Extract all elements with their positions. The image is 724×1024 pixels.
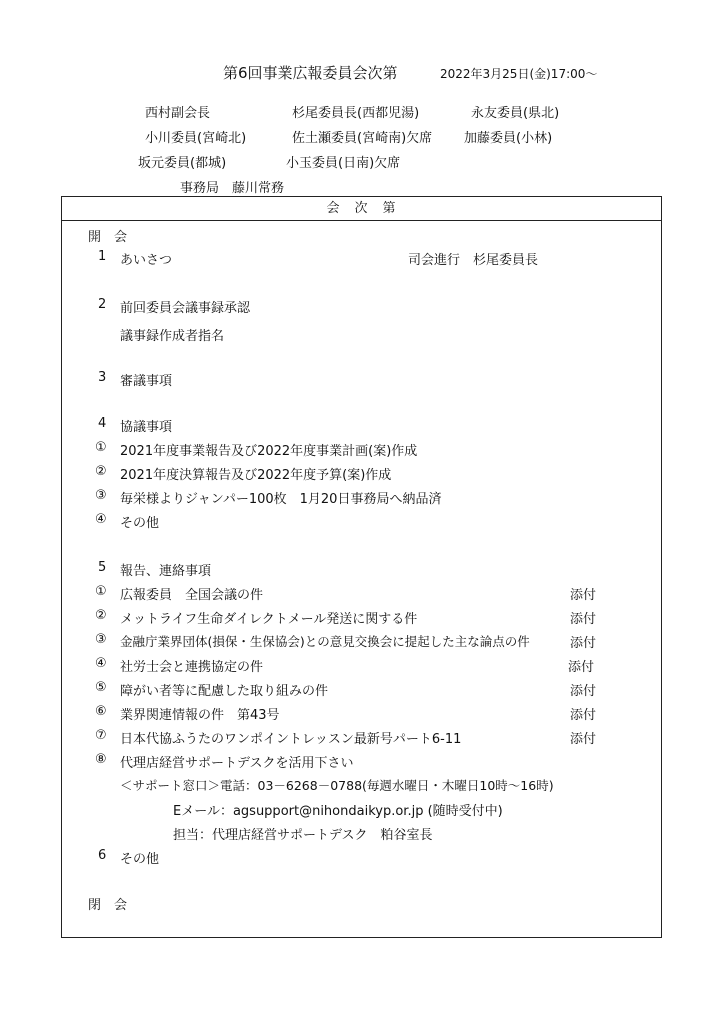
sub-mark: ③ [95, 488, 107, 503]
attachment-note: 添付 [570, 684, 597, 699]
item-label: 報告、連絡事項 [120, 564, 212, 579]
item-label: その他 [120, 852, 160, 867]
sub-mark: ⑧ [95, 752, 107, 767]
support-person: 担当：代理店経営サポートデスク 粕谷室長 [173, 828, 433, 843]
closing: 閉 会 [88, 898, 128, 913]
attachment-note: 添付 [570, 588, 597, 603]
item-number: 4 [98, 416, 107, 431]
secretariat: 事務局 藤川常務 [180, 181, 285, 196]
sub-text: 毎栄様よりジャンパー100枚 1月20日事務局へ納品済 [120, 492, 442, 507]
attendee: 永友委員(県北) [471, 106, 560, 121]
sub-text: メットライフ生命ダイレクトメール発送に関する件 [120, 612, 418, 627]
sub-text: 広報委員 全国会議の件 [120, 588, 264, 603]
attendee: 加藤委員(小林) [464, 131, 553, 146]
meeting-date: 2022年3月25日(金)17:00～ [440, 67, 598, 81]
sub-mark: ⑤ [95, 680, 107, 695]
sub-mark: ① [95, 440, 107, 455]
item-sub: 議事録作成者指名 [120, 329, 225, 344]
item-number: 6 [98, 848, 107, 863]
sub-mark: ③ [95, 632, 107, 647]
attachment-note: 添付 [570, 636, 597, 651]
attendee: 坂元委員(都城) [138, 156, 227, 171]
attendee: 佐土瀬委員(宮崎南)欠席 [292, 131, 433, 146]
sub-text: 社労士会と連携協定の件 [120, 660, 264, 675]
attendee: 小川委員(宮崎北) [145, 131, 247, 146]
sub-mark: ② [95, 608, 107, 623]
support-contact: ＜サポート窓口＞電話：03－6268－0788(毎週水曜日・木曜日10時～16時) [120, 778, 554, 793]
item-label: 前回委員会議事録承認 [120, 301, 251, 316]
attachment-note: 添付 [570, 732, 597, 747]
sub-text: 代理店経営サポートデスクを活用下さい [120, 756, 354, 771]
opening: 開 会 [88, 230, 128, 245]
item-label: 審議事項 [120, 374, 173, 389]
sub-text: 金融庁業界団体(損保・生保協会)との意見交換会に提起した主な論点の件 [120, 634, 530, 649]
sub-mark: ① [95, 584, 107, 599]
sub-text: 障がい者等に配慮した取り組みの件 [120, 684, 329, 699]
sub-mark: ⑦ [95, 728, 107, 743]
item-number: 2 [98, 297, 107, 312]
sub-text: 業界関連情報の件 第43号 [120, 708, 280, 723]
sub-text: 2021年度事業報告及び2022年度事業計画(案)作成 [120, 444, 418, 459]
attachment-note: 添付 [568, 660, 595, 675]
attendee: 杉尾委員長(西都児湯) [292, 106, 420, 121]
attendee: 小玉委員(日南)欠席 [286, 156, 401, 171]
sub-mark: ② [95, 464, 107, 479]
support-email: Eメール：agsupport@nihondaikyp.or.jp (随時受付中) [173, 804, 503, 819]
document-title: 第6回事業広報委員会次第 [223, 64, 398, 82]
attachment-note: 添付 [570, 708, 597, 723]
agenda-heading: 会 次 第 [62, 197, 661, 221]
item-number: 1 [98, 249, 107, 264]
item-number: 5 [98, 560, 107, 575]
host-note: 司会進行 杉尾委員長 [408, 253, 539, 268]
item-label: 協議事項 [120, 420, 173, 435]
attendee: 西村副会長 [145, 106, 211, 121]
sub-mark: ⑥ [95, 704, 107, 719]
item-label: あいさつ [120, 253, 173, 268]
item-number: 3 [98, 370, 107, 385]
sub-mark: ④ [95, 656, 107, 671]
sub-text: 2021年度決算報告及び2022年度予算(案)作成 [120, 468, 392, 483]
sub-mark: ④ [95, 512, 107, 527]
attachment-note: 添付 [570, 612, 597, 627]
sub-text: 日本代協ふうたのワンポイントレッスン最新号パート6-11 [120, 732, 462, 747]
sub-text: その他 [120, 516, 160, 531]
